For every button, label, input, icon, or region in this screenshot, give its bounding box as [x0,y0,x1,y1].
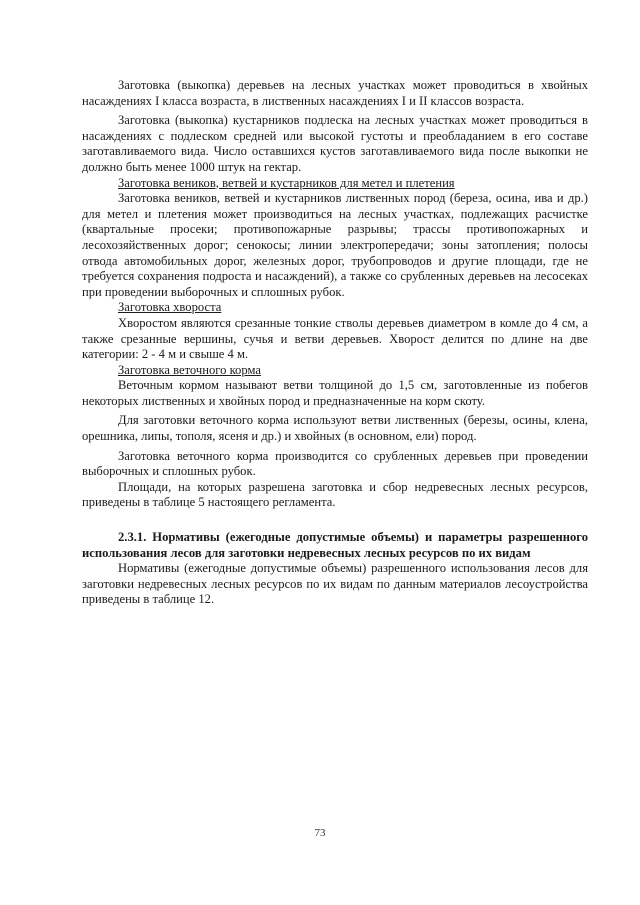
paragraph-forage-species: Для заготовки веточного корма используют ветви лиственных (березы, осины, клена, орешника, липы, тополя, ясеня и др.) и хвойных (в основном, ели) пород. [82,413,588,444]
subheading-forage: Заготовка веточного корма [118,362,261,377]
paragraph-norms: Нормативы (ежегодные допустимые объемы) разрешенного использования лесов для заготовки недревесных лесных ресурсов по их видам по данным материалов лесоустройства приведены в таблице 12. [82,561,588,607]
subheading-brushwood: Заготовка хвороста [118,300,222,315]
paragraph-brooms: Заготовка веников, ветвей и кустарников лиственных пород (береза, осина, ива и др.) для метел и плетения может производиться на лесных участках, подлежащих расчистке (квартальные просеки; противопожарные разрывы; трассы противопожарных и лесохозяйственных дорог; сенокосы; линии электропередачи; зоны затопления; полосы отвода автомобильных дорог, железных дорог, трубопроводов и другие площади, где не требуется сохранения подроста и насаждений), а также со срубленных деревьев на лесосеках при проведении выборочных и сплошных рубок. [82,191,588,299]
section-heading: 2.3.1. Нормативы (ежегодные допустимые объемы) и параметры разрешенного использования лесов для заготовки недревесных лесных ресурсов по их видам [82,530,588,561]
paragraph-forage-definition: Веточным кормом называют ветви толщиной до 1,5 см, заготовленные из побегов некоторых лиственных и хвойных пород и предназначенные на корм скоту. [82,378,588,408]
document-page [82,78,588,608]
paragraph-brushwood: Хворостом являются срезанные тонкие стволы деревьев диаметром в комле до 4 см, а также срезанные вершины, сучья и ветви деревьев. Хворост делится по длине на две категории: 2 - 4 м и свыше 4 м. [82,315,588,362]
paragraph-areas: Площади, на которых разрешена заготовка и сбор недревесных лесных ресурсов, приведены в таблице 5 настоящего регламента. [82,479,588,510]
paragraph-shrub-harvesting: Заготовка (выкопка) кустарников подлеска на лесных участках может проводиться в насаждениях с подлеском средней или высокой густоты и преобладанием в его составе заготавливаемого вида. Число оставшихся кустов заготавливаемого вида после выкопки не должно быть менее 1000 штук на гектар. [82,113,588,174]
subheading-brooms: Заготовка веников, ветвей и кустарников для метел и плетения [118,175,455,190]
paragraph-tree-harvesting: Заготовка (выкопка) деревьев на лесных участках может проводиться в хвойных насаждениях I класса возраста, в лиственных насаждениях I и II классов возраста. [82,78,588,108]
paragraph-forage-harvest: Заготовка веточного корма производится со срубленных деревьев при проведении выборочных и сплошных рубок. [82,448,588,479]
page-number: 73 [314,827,326,839]
